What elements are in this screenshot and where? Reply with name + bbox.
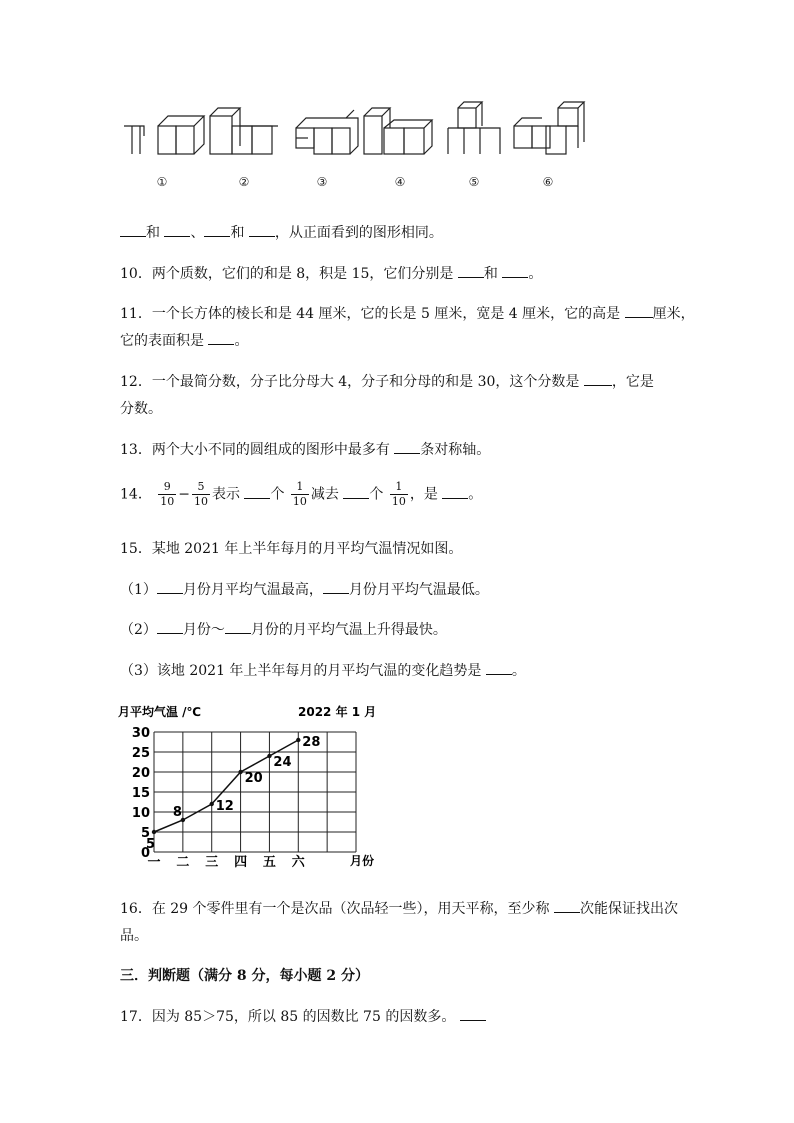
q9-blank-4[interactable] xyxy=(249,224,275,237)
data-point xyxy=(238,770,242,774)
cube-figure-6 xyxy=(514,102,584,154)
q10-blank-2[interactable] xyxy=(502,265,528,278)
q11-text: 11．一个长方体的棱长和是 44 厘米，它的长是 5 厘米，宽是 4 厘米，它的高是 xyxy=(120,306,621,322)
chart-grid xyxy=(154,732,356,852)
q15-intro xyxy=(120,538,462,558)
cube-figure-3 xyxy=(296,110,358,154)
x-tick-label: 二 xyxy=(176,855,190,870)
q15-text: 月份～ xyxy=(182,622,225,638)
fraction: $\frac{1}{10}$ xyxy=(391,480,406,508)
q13-text: 条对称轴。 xyxy=(420,442,491,458)
q10-blank-1[interactable] xyxy=(458,265,484,278)
q10-text: 和 xyxy=(483,266,498,282)
q15-blank-3[interactable] xyxy=(157,621,183,634)
chart-title: 2022 年 1 月 xyxy=(298,705,377,719)
q11-blank-2[interactable] xyxy=(208,332,234,345)
y-tick-label: 20 xyxy=(131,766,150,781)
q12-line1 xyxy=(120,371,654,391)
q12-blank-1[interactable] xyxy=(584,373,612,386)
fraction: $\frac{9}{10}$ xyxy=(160,480,175,508)
y-tick-label: 10 xyxy=(131,806,150,821)
fraction: $\frac{5}{10}$ xyxy=(194,480,209,508)
data-label: 8 xyxy=(172,805,182,820)
q15-blank-4[interactable] xyxy=(225,621,251,634)
q14-text: 减去 xyxy=(310,486,339,503)
data-point xyxy=(210,802,214,806)
q16-line2 xyxy=(120,925,148,945)
cube-figure-5 xyxy=(448,102,500,154)
cube-figure-1 xyxy=(124,116,204,154)
q15-sub3 xyxy=(120,660,526,680)
q17-text: 17．因为 85＞75，所以 85 的因数比 75 的因数多。 xyxy=(120,1009,456,1025)
x-tick-label: 一 xyxy=(147,855,161,870)
y-tick-label: 5 xyxy=(140,826,150,841)
data-label: 5 xyxy=(146,837,156,852)
q12-text: 12．一个最简分数，分子比分母大 4，分子和分母的和是 30，这个分数是 xyxy=(120,374,580,390)
q15-text: （2） xyxy=(120,622,157,638)
q9-blank-1[interactable] xyxy=(120,224,146,237)
chart-x-ticks xyxy=(147,854,305,870)
y-tick-label: 15 xyxy=(131,786,150,801)
q9-blank-3[interactable] xyxy=(204,224,230,237)
q13-text: 13．两个大小不同的圆组成的图形中最多有 xyxy=(120,442,390,458)
q15-text: （1） xyxy=(120,582,157,598)
chart-ylabel: 月平均气温 /℃ xyxy=(118,705,202,719)
data-label: 28 xyxy=(302,735,321,750)
q14 xyxy=(120,480,482,509)
q15-text: 15．某地 2021 年上半年每月的月平均气温情况如图。 xyxy=(120,541,463,557)
q14-text: ，是 xyxy=(409,486,438,503)
q11-text: 。 xyxy=(234,333,249,349)
data-label: 12 xyxy=(215,799,234,814)
q15-text: 。 xyxy=(511,663,526,679)
q13 xyxy=(120,439,490,459)
q10 xyxy=(120,263,542,283)
figure-label-4: ④ xyxy=(394,175,406,189)
q9-text: 和 xyxy=(230,225,245,241)
q14-blank-3[interactable] xyxy=(442,486,468,499)
q9-line xyxy=(120,222,443,242)
q9-text: ，从正面看到的图形相同。 xyxy=(274,225,443,241)
q9-blank-2[interactable] xyxy=(164,224,190,237)
q13-blank[interactable] xyxy=(394,441,420,454)
temperature-line-chart xyxy=(114,700,394,872)
data-point xyxy=(152,830,156,834)
q17-blank[interactable] xyxy=(460,1008,486,1021)
q9-text: 、 xyxy=(190,225,205,241)
y-tick-label: 30 xyxy=(131,726,150,741)
q14-text: 。 xyxy=(468,486,483,503)
data-point xyxy=(296,738,300,742)
figure-label-2: ② xyxy=(238,175,250,189)
data-label: 20 xyxy=(244,771,263,786)
fraction: $\frac{1}{10}$ xyxy=(292,480,307,508)
q15-text: 月份的月平均气温上升得最快。 xyxy=(250,622,447,638)
q9-text: 和 xyxy=(146,225,160,241)
q15-blank-1[interactable] xyxy=(157,581,183,594)
q14-text: 个 xyxy=(369,486,384,503)
chart-xlabel: 月份 xyxy=(350,854,375,868)
q14-blank-2[interactable] xyxy=(343,486,369,499)
minus-sign: − xyxy=(178,486,191,503)
section-3-title: 三．判断题（满分 8 分，每小题 2 分） xyxy=(120,968,369,984)
q14-text: 表示 xyxy=(212,486,241,503)
data-label: 24 xyxy=(273,755,292,770)
q11-line1 xyxy=(120,303,695,323)
x-tick-label: 三 xyxy=(205,855,219,870)
q12-line2 xyxy=(120,398,162,418)
q15-text: 月份月平均气温最高， xyxy=(182,582,323,598)
y-tick-label: 25 xyxy=(131,746,150,761)
cube-views-figure xyxy=(118,98,588,190)
q15-sub2 xyxy=(120,619,447,639)
q14-blank-1[interactable] xyxy=(244,486,270,499)
x-tick-label: 四 xyxy=(234,855,248,870)
cube-figure-2 xyxy=(210,108,278,154)
q10-text: 。 xyxy=(528,266,543,282)
q14-text: 14． xyxy=(120,486,152,503)
q11-text: 厘米， xyxy=(652,306,695,322)
q16-text: 16．在 29 个零件里有一个是次品（次品轻一些），用天平称，至少称 xyxy=(120,901,550,917)
q15-blank-5[interactable] xyxy=(486,662,512,675)
q11-text: 它的表面积是 xyxy=(120,333,204,349)
q15-sub1 xyxy=(120,579,489,599)
q17 xyxy=(120,1006,486,1026)
figure-label-6: ⑥ xyxy=(542,175,554,189)
q10-text: 10．两个质数，它们的和是 8，积是 15，它们分别是 xyxy=(120,266,454,282)
q15-text: （3）该地 2021 年上半年每月的月平均气温的变化趋势是 xyxy=(120,663,482,679)
q16-line1 xyxy=(120,898,678,918)
q16-blank[interactable] xyxy=(554,900,580,913)
x-tick-label: 五 xyxy=(262,855,276,870)
figure-label-1: ① xyxy=(156,175,168,189)
q14-text: 个 xyxy=(270,486,285,503)
q12-text: 分数。 xyxy=(120,401,162,417)
q16-text: 次能保证找出次 xyxy=(579,901,678,917)
q12-text: ，它是 xyxy=(611,374,654,390)
q15-blank-2[interactable] xyxy=(323,581,349,594)
q15-text: 月份月平均气温最低。 xyxy=(348,582,489,598)
q16-text: 品。 xyxy=(120,928,148,944)
figure-label-3: ③ xyxy=(316,175,328,189)
chart-data-labels xyxy=(146,735,320,852)
figure-label-5: ⑤ xyxy=(468,175,480,189)
data-point xyxy=(267,754,271,758)
q11-blank-1[interactable] xyxy=(625,305,653,318)
cube-figure-4 xyxy=(364,108,432,154)
x-tick-label: 六 xyxy=(291,855,305,870)
q11-line2 xyxy=(120,330,248,350)
y-tick-label: 0 xyxy=(140,846,150,861)
